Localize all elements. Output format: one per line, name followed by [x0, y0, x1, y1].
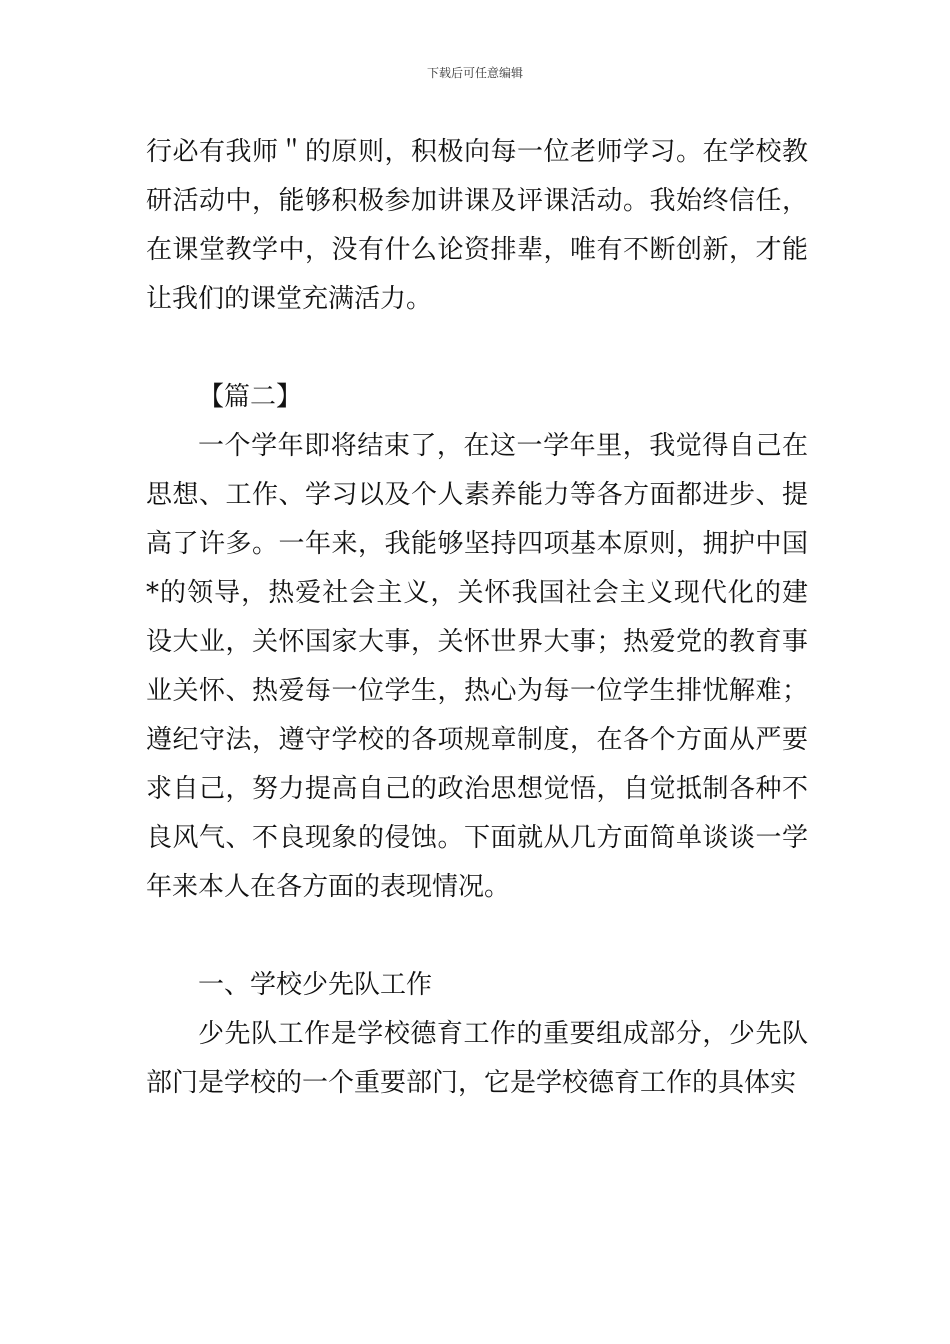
paragraph-2: 一个学年即将结束了，在这一学年里，我觉得自己在思想、工作、学习以及个人素养能力等各方面都进步、提高了许多。一年来，我能够坚持四项基本原则，拥护中国*的领导，热爱社会主义，关怀我国社会主义现代化的建设大业，关怀国家大事，关怀世界大事；热爱党的教育事业关怀、热爱每一位学生，热心为每一位学生排忧解难；遵纪守法，遵守学校的各项规章制度，在各个方面从严要求自己，努力提高自己的政治思想觉悟，自觉抵制各种不良风气、不良现象的侵蚀。下面就从几方面简单谈谈一学年来本人在各方面的表现情况。 — [146, 431, 808, 902]
paragraph-3: 少先队工作是学校德育工作的重要组成部分，少先队部门是学校的一个重要部门，它是学校德育工作的具体实 — [146, 1019, 808, 1098]
section-title: 【篇二】 — [198, 382, 303, 412]
subheading: 一、学校少先队工作 — [198, 970, 433, 1000]
paragraph-1: 行必有我师＂的原则，积极向每一位老师学习。在学校教研活动中，能够积极参加讲课及评课活动。我始终信任，在课堂教学中，没有什么论资排辈，唯有不断创新，才能让我们的课堂充满活力。 — [146, 137, 808, 314]
page-header-note: 下载后可任意编辑 — [426, 66, 523, 80]
document-body — [146, 128, 808, 1108]
